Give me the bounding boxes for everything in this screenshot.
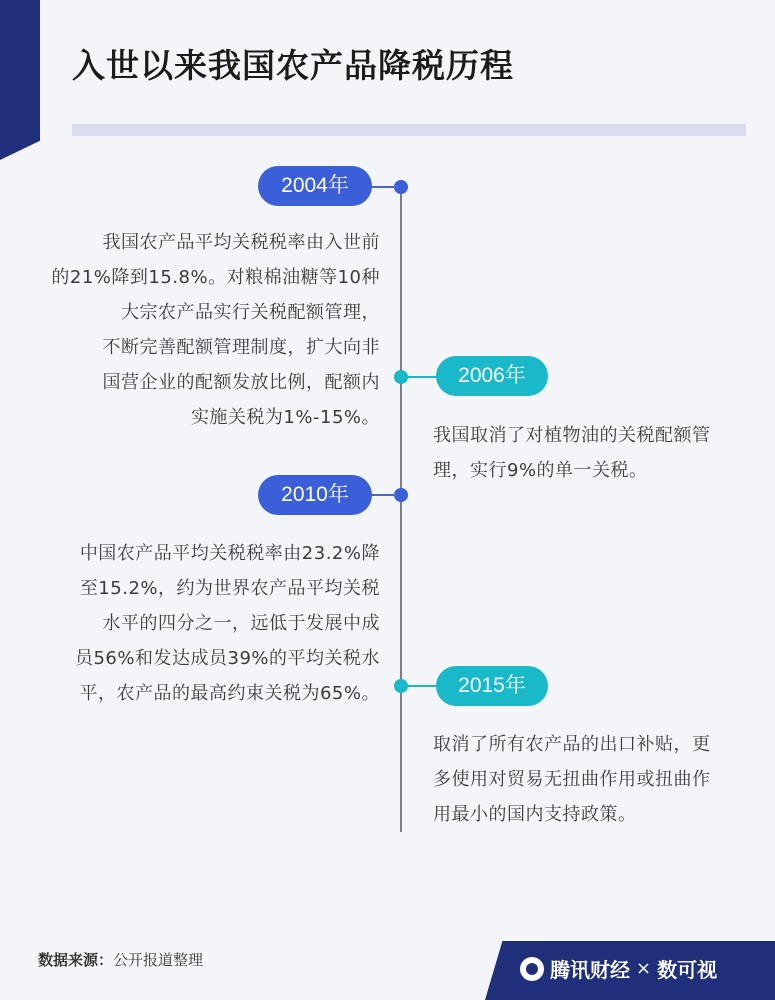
brand-separator: × <box>636 958 652 979</box>
brand-name: 腾讯财经 <box>550 958 630 982</box>
source-label: 数据来源： <box>38 951 114 969</box>
year-badge-2010: 2010年 <box>258 475 372 515</box>
event-line: 我国农产品平均关税税率由入世前 <box>102 232 380 253</box>
data-source <box>38 949 203 970</box>
event-line: 理，实行9%的单一关税。 <box>433 460 648 481</box>
event-line: 我国取消了对植物油的关税配额管 <box>433 425 711 446</box>
event-line: 大宗农产品实行关税配额管理， <box>121 302 380 323</box>
event-line: 员56%和发达成员39%的平均关税水 <box>74 648 380 669</box>
event-description-2010 <box>0 536 380 711</box>
corner-accent <box>0 0 40 160</box>
event-description-2015 <box>433 727 763 832</box>
year-badge-2004: 2004年 <box>258 166 372 206</box>
event-line: 不断完善配额管理制度，扩大向非 <box>102 337 380 358</box>
event-line: 用最小的国内支持政策。 <box>433 804 637 825</box>
partner-name: 数可视 <box>657 958 718 982</box>
event-line: 取消了所有农产品的出口补贴，更 <box>433 734 711 755</box>
event-line: 的21%降到15.8%。对粮棉油糖等10种 <box>51 267 380 288</box>
event-line: 至15.2%，约为世界农产品平均关税 <box>79 578 380 599</box>
event-line: 中国农产品平均关税税率由23.2%降 <box>79 543 380 564</box>
brand-mark <box>520 954 717 983</box>
year-badge-2015: 2015年 <box>436 666 548 706</box>
brand-logo-icon <box>520 957 544 981</box>
event-line: 国营企业的配额发放比例，配额内 <box>102 372 380 393</box>
event-line: 实施关税为1%-15%。 <box>190 407 380 428</box>
event-line: 平，农产品的最高约束关税为65%。 <box>79 683 380 704</box>
page-title: 入世以来我国农产品降税历程 <box>72 46 514 85</box>
event-line: 多使用对贸易无扭曲作用或扭曲作 <box>433 769 711 790</box>
event-description-2004 <box>0 225 380 435</box>
year-badge-2006: 2006年 <box>436 356 548 396</box>
event-line: 水平的四分之一，远低于发展中成 <box>102 613 380 634</box>
event-description-2006 <box>433 418 763 488</box>
title-underline-bar <box>72 124 746 136</box>
timeline-axis <box>400 186 402 832</box>
source-value: 公开报道整理 <box>113 951 204 969</box>
